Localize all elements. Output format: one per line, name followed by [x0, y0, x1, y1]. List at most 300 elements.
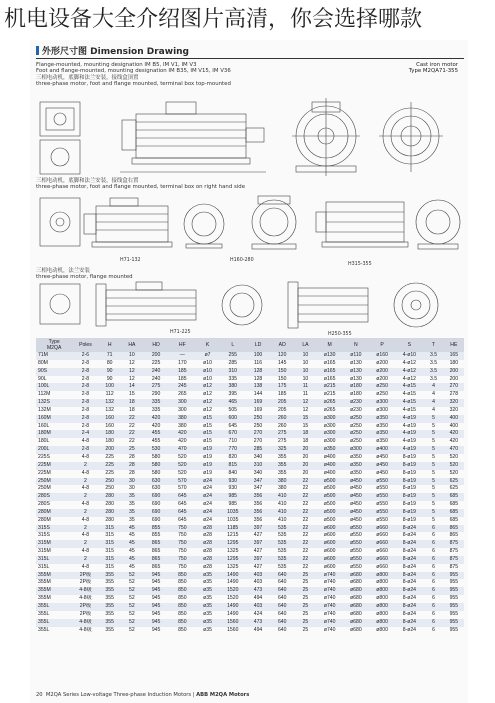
- table-cell: ø160: [369, 352, 395, 360]
- table-cell: ø550: [369, 517, 395, 525]
- table-cell: ø130: [343, 360, 369, 368]
- table-cell: ø350: [369, 430, 395, 438]
- table-cell: 144: [246, 391, 270, 399]
- table-cell: ø165: [317, 368, 343, 376]
- table-cell: 1560: [220, 619, 246, 627]
- table-cell: 930: [220, 485, 246, 493]
- table-cell: 1490: [220, 572, 246, 580]
- table-cell: 4-ø19: [395, 430, 423, 438]
- table-cell: 6: [423, 627, 443, 635]
- table-cell: ø450: [343, 485, 369, 493]
- table-cell: ø680: [343, 595, 369, 603]
- table-cell: ø740: [317, 619, 343, 627]
- table-cell: 169: [246, 399, 270, 407]
- table-cell: 2P级: [72, 572, 98, 580]
- table-cell: 45: [121, 548, 143, 556]
- table-cell: 52: [121, 627, 143, 635]
- table-cell: 4-ø15: [395, 391, 423, 399]
- table-cell: ø600: [317, 525, 343, 533]
- table-cell: 2: [72, 493, 98, 501]
- table-cell: 355M: [36, 587, 72, 595]
- table-cell: 685: [444, 509, 464, 517]
- table-cell: 6: [423, 564, 443, 572]
- table-cell: 945: [143, 619, 169, 627]
- table-row: [36, 525, 464, 533]
- table-cell: ø740: [317, 627, 343, 635]
- table-cell: 750: [169, 525, 195, 533]
- table-cell: 6: [423, 556, 443, 564]
- table-cell: 90S: [36, 368, 72, 376]
- table-row: [36, 603, 464, 611]
- table-cell: 875: [444, 548, 464, 556]
- table-cell: ø660: [369, 532, 395, 540]
- table-cell: 100L: [36, 383, 72, 391]
- table-cell: 6: [423, 587, 443, 595]
- table-cell: 750: [169, 540, 195, 548]
- table-cell: 520: [444, 462, 464, 470]
- table-cell: 5: [423, 430, 443, 438]
- table-cell: ø800: [369, 619, 395, 627]
- table-cell: ø265: [317, 399, 343, 407]
- table-cell: 128: [246, 376, 270, 384]
- table-row: [36, 532, 464, 540]
- table-cell: 112M: [36, 391, 72, 399]
- table-cell: 315M: [36, 548, 72, 556]
- table-cell: 22: [121, 415, 143, 423]
- table-header-cell: Poles: [72, 338, 98, 352]
- table-cell: 640: [270, 627, 294, 635]
- table-cell: ø12: [195, 391, 219, 399]
- table-row: [36, 360, 464, 368]
- table-cell: 30: [121, 485, 143, 493]
- table-cell: ø400: [317, 454, 343, 462]
- table-row: [36, 485, 464, 493]
- table-cell: 20: [294, 470, 316, 478]
- table-cell: 355: [270, 462, 294, 470]
- table-cell: ø300: [317, 423, 343, 431]
- table-cell: 397: [246, 525, 270, 533]
- table-cell: 175: [270, 383, 294, 391]
- table-cell: 8-ø19: [395, 493, 423, 501]
- table-cell: 1295: [220, 556, 246, 564]
- table-cell: 22: [121, 430, 143, 438]
- table-body: [36, 352, 464, 634]
- table-cell: ø300: [317, 438, 343, 446]
- table-cell: 22: [294, 556, 316, 564]
- table-cell: 5: [423, 509, 443, 517]
- table-cell: ø680: [343, 587, 369, 595]
- table-cell: 315: [99, 548, 121, 556]
- table-cell: 200: [143, 352, 169, 360]
- table-cell: ø740: [317, 572, 343, 580]
- table-cell: 580: [143, 470, 169, 478]
- table-cell: ø7: [195, 352, 219, 360]
- table-cell: 690: [143, 493, 169, 501]
- table-cell: ø250: [343, 423, 369, 431]
- table-cell: ø35: [195, 619, 219, 627]
- table-cell: 8-ø24: [395, 532, 423, 540]
- table-cell: 4-ø19: [395, 446, 423, 454]
- table-cell: 5: [423, 478, 443, 486]
- table-cell: 850: [169, 595, 195, 603]
- table-cell: 25: [294, 572, 316, 580]
- table-cell: 520: [444, 470, 464, 478]
- table-cell: 250M: [36, 485, 72, 493]
- table-cell: ø800: [369, 603, 395, 611]
- table-header-cell: HE: [444, 338, 464, 352]
- table-cell: 250: [99, 485, 121, 493]
- table-cell: 225M: [36, 462, 72, 470]
- table-cell: 750: [169, 556, 195, 564]
- table-cell: 315: [99, 525, 121, 533]
- table-cell: 520: [169, 470, 195, 478]
- table-header-cell: K: [195, 338, 219, 352]
- table-cell: 865: [444, 532, 464, 540]
- table-cell: ø800: [369, 627, 395, 635]
- table-cell: 20: [294, 446, 316, 454]
- table-cell: ø660: [369, 540, 395, 548]
- table-cell: 45: [121, 525, 143, 533]
- table-cell: 22: [294, 525, 316, 533]
- table-cell: 14: [121, 383, 143, 391]
- table-cell: 160M: [36, 415, 72, 423]
- table-cell: 400: [444, 423, 464, 431]
- table-cell: 280: [99, 501, 121, 509]
- table-cell: 4: [423, 399, 443, 407]
- table-cell: 45: [121, 540, 143, 548]
- table-cell: 20: [294, 454, 316, 462]
- table-cell: 410: [270, 517, 294, 525]
- table-cell: 4-8: [72, 485, 98, 493]
- table-cell: 4-8级: [72, 587, 98, 595]
- table-cell: 1325: [220, 548, 246, 556]
- table-cell: 580: [143, 454, 169, 462]
- table-header-cell: LD: [246, 338, 270, 352]
- table-cell: 6: [423, 532, 443, 540]
- table-cell: ø550: [369, 501, 395, 509]
- table-cell: ø660: [369, 556, 395, 564]
- table-cell: 427: [246, 564, 270, 572]
- table-cell: 930: [220, 478, 246, 486]
- table-cell: 225: [99, 462, 121, 470]
- table-cell: ø800: [369, 595, 395, 603]
- table-cell: ø600: [317, 548, 343, 556]
- table-cell: ø500: [317, 493, 343, 501]
- table-cell: 25: [294, 579, 316, 587]
- table-cell: 535: [270, 556, 294, 564]
- table-cell: 640: [270, 595, 294, 603]
- table-cell: 850: [169, 619, 195, 627]
- table-cell: 865: [143, 564, 169, 572]
- table-cell: 2-4: [72, 430, 98, 438]
- table-cell: 355L: [36, 603, 72, 611]
- table-cell: 427: [246, 532, 270, 540]
- table-cell: ø350: [343, 454, 369, 462]
- table-cell: ø550: [343, 525, 369, 533]
- table-cell: 200L: [36, 446, 72, 454]
- table-row: [36, 493, 464, 501]
- table-cell: ø28: [195, 532, 219, 540]
- table-cell: 535: [270, 564, 294, 572]
- table-cell: ø250: [343, 415, 369, 423]
- table-cell: 225: [143, 360, 169, 368]
- caption-h315-355: H315-355: [348, 262, 372, 267]
- table-cell: 1520: [220, 587, 246, 595]
- table-cell: ø350: [343, 470, 369, 478]
- table-cell: 403: [246, 603, 270, 611]
- table-cell: 275: [143, 383, 169, 391]
- table-cell: 380: [169, 423, 195, 431]
- table-cell: 165: [444, 352, 464, 360]
- table-cell: 4-8级: [72, 619, 98, 627]
- table-cell: 260: [270, 423, 294, 431]
- table-cell: 355: [99, 611, 121, 619]
- table-cell: 150: [270, 376, 294, 384]
- table-cell: 132M: [36, 407, 72, 415]
- table-cell: 4-ø12: [395, 376, 423, 384]
- table-cell: 420: [143, 415, 169, 423]
- table-cell: 52: [121, 595, 143, 603]
- table-cell: 160L: [36, 423, 72, 431]
- table-cell: 145: [270, 360, 294, 368]
- table-cell: 138: [246, 383, 270, 391]
- section2-heading: [36, 178, 245, 191]
- table-cell: ø680: [343, 611, 369, 619]
- table-row: [36, 462, 464, 470]
- table-cell: 8-ø24: [395, 564, 423, 572]
- table-cell: 278: [444, 391, 464, 399]
- table-cell: 335: [220, 376, 246, 384]
- table-cell: ø450: [343, 517, 369, 525]
- table-cell: 255: [220, 352, 246, 360]
- table-cell: 280M: [36, 517, 72, 525]
- table-cell: 10: [294, 368, 316, 376]
- section2-line1: 三相电动机，底脚和法兰安装，接线盒右置: [36, 178, 139, 184]
- table-cell: 5: [423, 493, 443, 501]
- table-cell: 2-6: [72, 352, 98, 360]
- table-cell: 640: [270, 572, 294, 580]
- table-cell: 116: [246, 360, 270, 368]
- table-cell: 280: [99, 493, 121, 501]
- table-cell: ø24: [195, 493, 219, 501]
- table-cell: 8-ø19: [395, 454, 423, 462]
- table-cell: ø500: [317, 517, 343, 525]
- table-cell: 260: [270, 415, 294, 423]
- table-cell: 1325: [220, 564, 246, 572]
- table-cell: ø250: [343, 438, 369, 446]
- table-cell: ø740: [317, 603, 343, 611]
- table-cell: ø660: [369, 525, 395, 533]
- table-cell: 1035: [220, 517, 246, 525]
- table-cell: ø24: [195, 485, 219, 493]
- table-cell: 5: [423, 423, 443, 431]
- table-cell: ø550: [369, 485, 395, 493]
- table-cell: 494: [246, 627, 270, 635]
- table-cell: 8-ø19: [395, 485, 423, 493]
- table-cell: 1295: [220, 540, 246, 548]
- table-cell: 4-ø19: [395, 438, 423, 446]
- table-cell: 270: [246, 430, 270, 438]
- table-cell: 320: [444, 399, 464, 407]
- table-cell: 945: [143, 627, 169, 635]
- table-cell: ø550: [343, 556, 369, 564]
- table-cell: 570: [169, 485, 195, 493]
- table-cell: 280: [99, 517, 121, 525]
- section1-line1: Flange-mounted, mounting designation IM B5, IM V1, IM V3: [36, 62, 197, 68]
- table-cell: 640: [270, 587, 294, 595]
- table-cell: ø35: [195, 627, 219, 635]
- table-cell: 12: [294, 399, 316, 407]
- table-cell: 25: [294, 619, 316, 627]
- table-cell: 185: [169, 376, 195, 384]
- table-row: [36, 423, 464, 431]
- table-cell: 52: [121, 579, 143, 587]
- table-cell: ø450: [369, 470, 395, 478]
- table-cell: 356: [246, 517, 270, 525]
- table-cell: 15: [294, 415, 316, 423]
- table-cell: 356: [246, 501, 270, 509]
- table-cell: 397: [246, 556, 270, 564]
- table-header-cell: HF: [169, 338, 195, 352]
- table-cell: 28: [121, 454, 143, 462]
- table-cell: 25: [294, 587, 316, 595]
- table-cell: 945: [143, 603, 169, 611]
- table-cell: 6: [423, 611, 443, 619]
- table-cell: ø550: [369, 478, 395, 486]
- table-cell: 850: [169, 611, 195, 619]
- table-cell: 640: [270, 619, 294, 627]
- table-cell: 955: [444, 603, 464, 611]
- table-cell: 4-8: [72, 501, 98, 509]
- table-cell: ø800: [369, 579, 395, 587]
- table-row: [36, 368, 464, 376]
- table-cell: 400: [444, 415, 464, 423]
- table-cell: ø250: [369, 383, 395, 391]
- table-cell: 225S: [36, 454, 72, 462]
- table-cell: 945: [143, 595, 169, 603]
- table-cell: 505: [220, 407, 246, 415]
- table-cell: ø10: [195, 368, 219, 376]
- table-cell: 356: [246, 493, 270, 501]
- page-title-cn: 外形尺寸图: [42, 47, 88, 57]
- table-cell: 630: [143, 478, 169, 486]
- table-cell: 4: [423, 391, 443, 399]
- table-row: [36, 438, 464, 446]
- table-cell: 855: [143, 532, 169, 540]
- table-cell: 35: [121, 517, 143, 525]
- table-cell: 455: [143, 438, 169, 446]
- table-cell: 8-ø24: [395, 525, 423, 533]
- table-cell: 4: [423, 407, 443, 415]
- table-cell: 6: [423, 579, 443, 587]
- table-cell: 535: [270, 540, 294, 548]
- table-cell: 410: [270, 509, 294, 517]
- table-cell: 25: [294, 611, 316, 619]
- table-cell: 410: [270, 493, 294, 501]
- table-cell: ø265: [317, 407, 343, 415]
- table-cell: 132S: [36, 399, 72, 407]
- table-header-cell: N: [343, 338, 369, 352]
- table-cell: 770: [220, 446, 246, 454]
- table-cell: 520: [169, 462, 195, 470]
- table-cell: 22: [294, 540, 316, 548]
- table-row: [36, 595, 464, 603]
- table-cell: 2-8: [72, 360, 98, 368]
- table-cell: 250M: [36, 478, 72, 486]
- table-cell: 275: [270, 438, 294, 446]
- table-cell: 325: [270, 446, 294, 454]
- table-cell: 2: [72, 478, 98, 486]
- table-cell: 10: [121, 352, 143, 360]
- table-cell: 403: [246, 579, 270, 587]
- table-cell: ø130: [343, 368, 369, 376]
- table-cell: 18: [294, 430, 316, 438]
- table-cell: ø28: [195, 564, 219, 572]
- section1-heading: [36, 62, 231, 87]
- table-cell: 52: [121, 611, 143, 619]
- table-cell: 4-8: [72, 564, 98, 572]
- table-cell: 200: [444, 368, 464, 376]
- table-cell: ø740: [317, 595, 343, 603]
- table-cell: ø550: [343, 532, 369, 540]
- table-cell: ø600: [317, 532, 343, 540]
- table-cell: 28: [121, 470, 143, 478]
- table-cell: ø165: [317, 376, 343, 384]
- table-cell: 280S: [36, 493, 72, 501]
- table-cell: ø350: [369, 415, 395, 423]
- table-cell: 315L: [36, 564, 72, 572]
- table-cell: ø680: [343, 627, 369, 635]
- table-cell: ø300: [317, 430, 343, 438]
- table-cell: ø450: [343, 501, 369, 509]
- table-cell: ø230: [343, 399, 369, 407]
- table-cell: 685: [444, 517, 464, 525]
- table-cell: ø680: [343, 572, 369, 580]
- table-cell: ø450: [343, 509, 369, 517]
- table-cell: ø35: [195, 611, 219, 619]
- table-row: [36, 430, 464, 438]
- table-cell: 690: [143, 509, 169, 517]
- table-cell: 355L: [36, 627, 72, 635]
- table-cell: 955: [444, 579, 464, 587]
- table-cell: 645: [169, 509, 195, 517]
- table-cell: 520: [169, 454, 195, 462]
- table-cell: 180M: [36, 430, 72, 438]
- table-cell: ø12: [195, 399, 219, 407]
- table-cell: 2-8: [72, 446, 98, 454]
- table-cell: ø450: [343, 478, 369, 486]
- motor-type-note: [409, 62, 458, 75]
- table-cell: 530: [143, 446, 169, 454]
- table-cell: 380: [270, 478, 294, 486]
- table-cell: 2: [72, 462, 98, 470]
- table-cell: 875: [444, 564, 464, 572]
- table-cell: 850: [169, 572, 195, 580]
- table-cell: 5: [423, 501, 443, 509]
- table-cell: 1520: [220, 595, 246, 603]
- section3-line1: 三相电动机，法兰安装: [36, 268, 90, 274]
- table-cell: 2P级: [72, 603, 98, 611]
- table-cell: 320: [444, 407, 464, 415]
- table-cell: 200: [99, 446, 121, 454]
- table-cell: 22: [294, 532, 316, 540]
- table-cell: 285: [220, 360, 246, 368]
- table-cell: 494: [246, 595, 270, 603]
- table-cell: 8-ø24: [395, 548, 423, 556]
- drawing-flange-mounted: [36, 280, 464, 330]
- table-cell: 4-8: [72, 517, 98, 525]
- table-cell: ø35: [195, 572, 219, 580]
